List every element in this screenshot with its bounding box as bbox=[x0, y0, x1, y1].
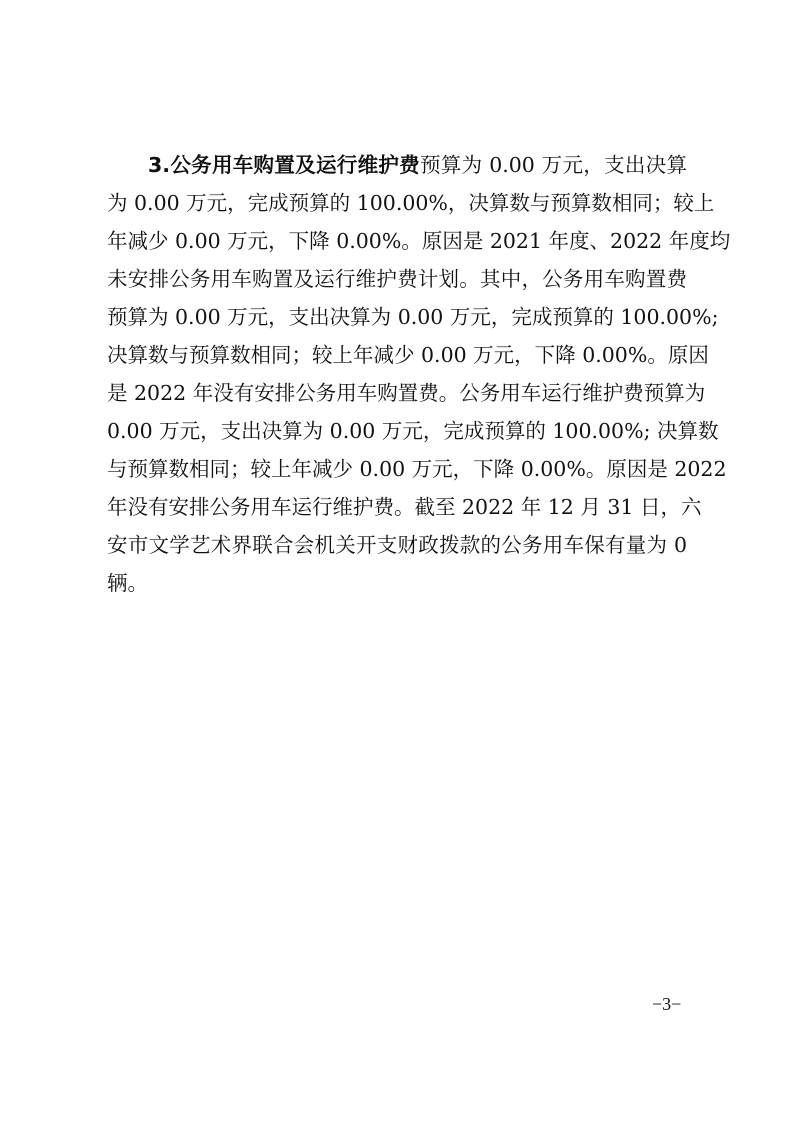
paragraph-line-8: 0.00 万元，支出决算为 0.00 万元，完成预算的 100.00%; 决算数 bbox=[107, 419, 719, 443]
paragraph-line-10: 年没有安排公务用车运行维护费。截至 2022 年 12 月 31 日，六 bbox=[107, 495, 702, 519]
line-text-1: 预算为 0.00 万元，支出决算 bbox=[419, 153, 687, 177]
paragraph-line-9: 与预算数相同；较上年减少 0.00 万元，下降 0.00%。原因是 2022 bbox=[107, 457, 727, 481]
paragraph-line-6: 决算数与预算数相同；较上年减少 0.00 万元，下降 0.00%。原因 bbox=[107, 343, 709, 367]
paragraph-line-3: 年减少 0.00 万元，下降 0.00%。原因是 2021 年度、2022 年度均 bbox=[107, 229, 731, 253]
paragraph-line-4: 未安排公务用车购置及运行维护费计划。其中，公务用车购置费 bbox=[107, 267, 687, 291]
paragraph-line-2: 为 0.00 万元，完成预算的 100.00%，决算数与预算数相同；较上 bbox=[107, 191, 715, 215]
section-heading: 3.公务用车购置及运行维护费 bbox=[148, 153, 420, 177]
body-paragraph bbox=[107, 146, 731, 602]
paragraph-line-5: 预算为 0.00 万元，支出决算为 0.00 万元，完成预算的 100.00%; bbox=[107, 305, 719, 329]
paragraph-line-12: 辆。 bbox=[107, 571, 148, 595]
paragraph-line-1 bbox=[107, 146, 687, 184]
paragraph-line-7: 是 2022 年没有安排公务用车购置费。公务用车运行维护费预算为 bbox=[107, 381, 706, 405]
paragraph-line-11: 安市文学艺术界联合会机关开支财政拨款的公务用车保有量为 0 bbox=[107, 533, 687, 557]
page-number: −3− bbox=[652, 994, 682, 1014]
